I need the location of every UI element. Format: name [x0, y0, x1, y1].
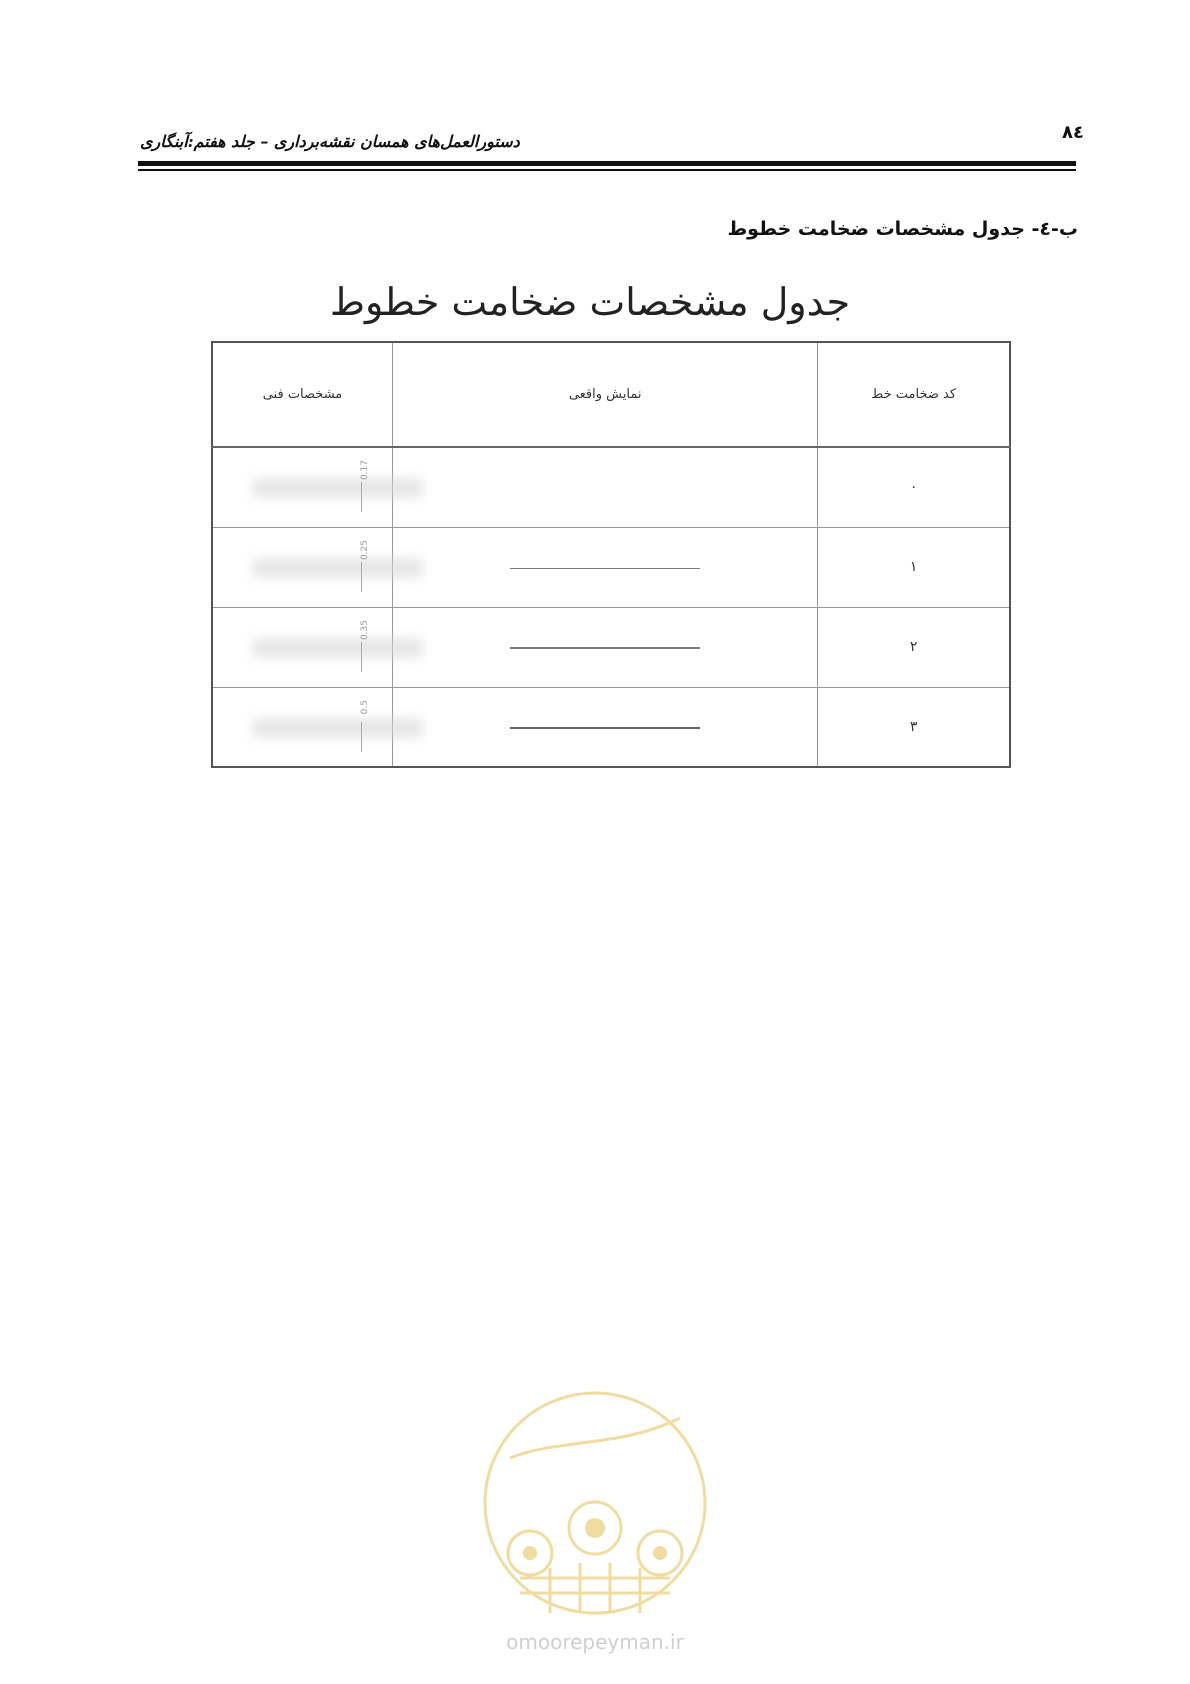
- dimension-tick: [356, 536, 374, 596]
- spec-cell: [212, 447, 392, 527]
- tick-label: 0.5: [359, 699, 370, 714]
- blurred-spec-line: [253, 718, 423, 738]
- watermark-url: omoorepeyman.ir: [506, 1630, 684, 1654]
- tick-label: 0.35: [359, 619, 370, 640]
- table-row: [212, 447, 1010, 527]
- dimension-tick: [356, 456, 374, 516]
- dimension-tick: [356, 696, 374, 756]
- section-heading: ب-٤- جدول مشخصات ضخامت خطوط: [727, 218, 1078, 240]
- tick-label: 0.25: [359, 539, 370, 560]
- tick-label: 0.17: [359, 460, 370, 481]
- table-header-row: [212, 342, 1010, 447]
- column-header-code: کد ضخامت خط: [818, 342, 1010, 447]
- code-cell: ٣: [818, 687, 1010, 767]
- table-body: [212, 447, 1010, 767]
- page-number: ٨٤: [1062, 122, 1084, 143]
- table-title: جدول مشخصات ضخامت خطوط: [329, 280, 851, 324]
- watermark-seal-logo: [480, 1388, 710, 1618]
- header-rule-thin: [138, 169, 1076, 171]
- table-row: [212, 527, 1010, 607]
- code-cell: ١: [818, 527, 1010, 607]
- blurred-spec-line: [253, 638, 423, 658]
- actual-display-cell: [392, 687, 817, 767]
- spec-cell: [212, 607, 392, 687]
- code-cell: ٢: [818, 607, 1010, 687]
- column-header-actual-display: نمایش واقعی: [392, 342, 817, 447]
- line-thickness-table: [211, 341, 1011, 768]
- tick-line: [361, 562, 362, 592]
- blurred-spec-line: [253, 478, 423, 498]
- line-sample: [510, 727, 700, 729]
- blurred-spec-line: [253, 558, 423, 578]
- tick-line: [361, 722, 362, 752]
- dimension-tick: [356, 616, 374, 676]
- actual-display-cell: [392, 607, 817, 687]
- spec-cell: [212, 527, 392, 607]
- table-row: [212, 687, 1010, 767]
- running-header: دستورالعمل‌های همسان نقشه‌برداری – جلد هفتم:آبنگاری: [140, 132, 520, 151]
- spec-cell: [212, 687, 392, 767]
- line-sample: [510, 568, 700, 569]
- actual-display-cell: [392, 447, 817, 527]
- header-rule-thick: [138, 161, 1076, 166]
- line-sample: [510, 647, 700, 649]
- tick-line: [361, 482, 362, 512]
- actual-display-cell: [392, 527, 817, 607]
- column-header-specs: مشخصات فنی: [212, 342, 392, 447]
- code-cell: ٠: [818, 447, 1010, 527]
- tick-line: [361, 642, 362, 672]
- table-row: [212, 607, 1010, 687]
